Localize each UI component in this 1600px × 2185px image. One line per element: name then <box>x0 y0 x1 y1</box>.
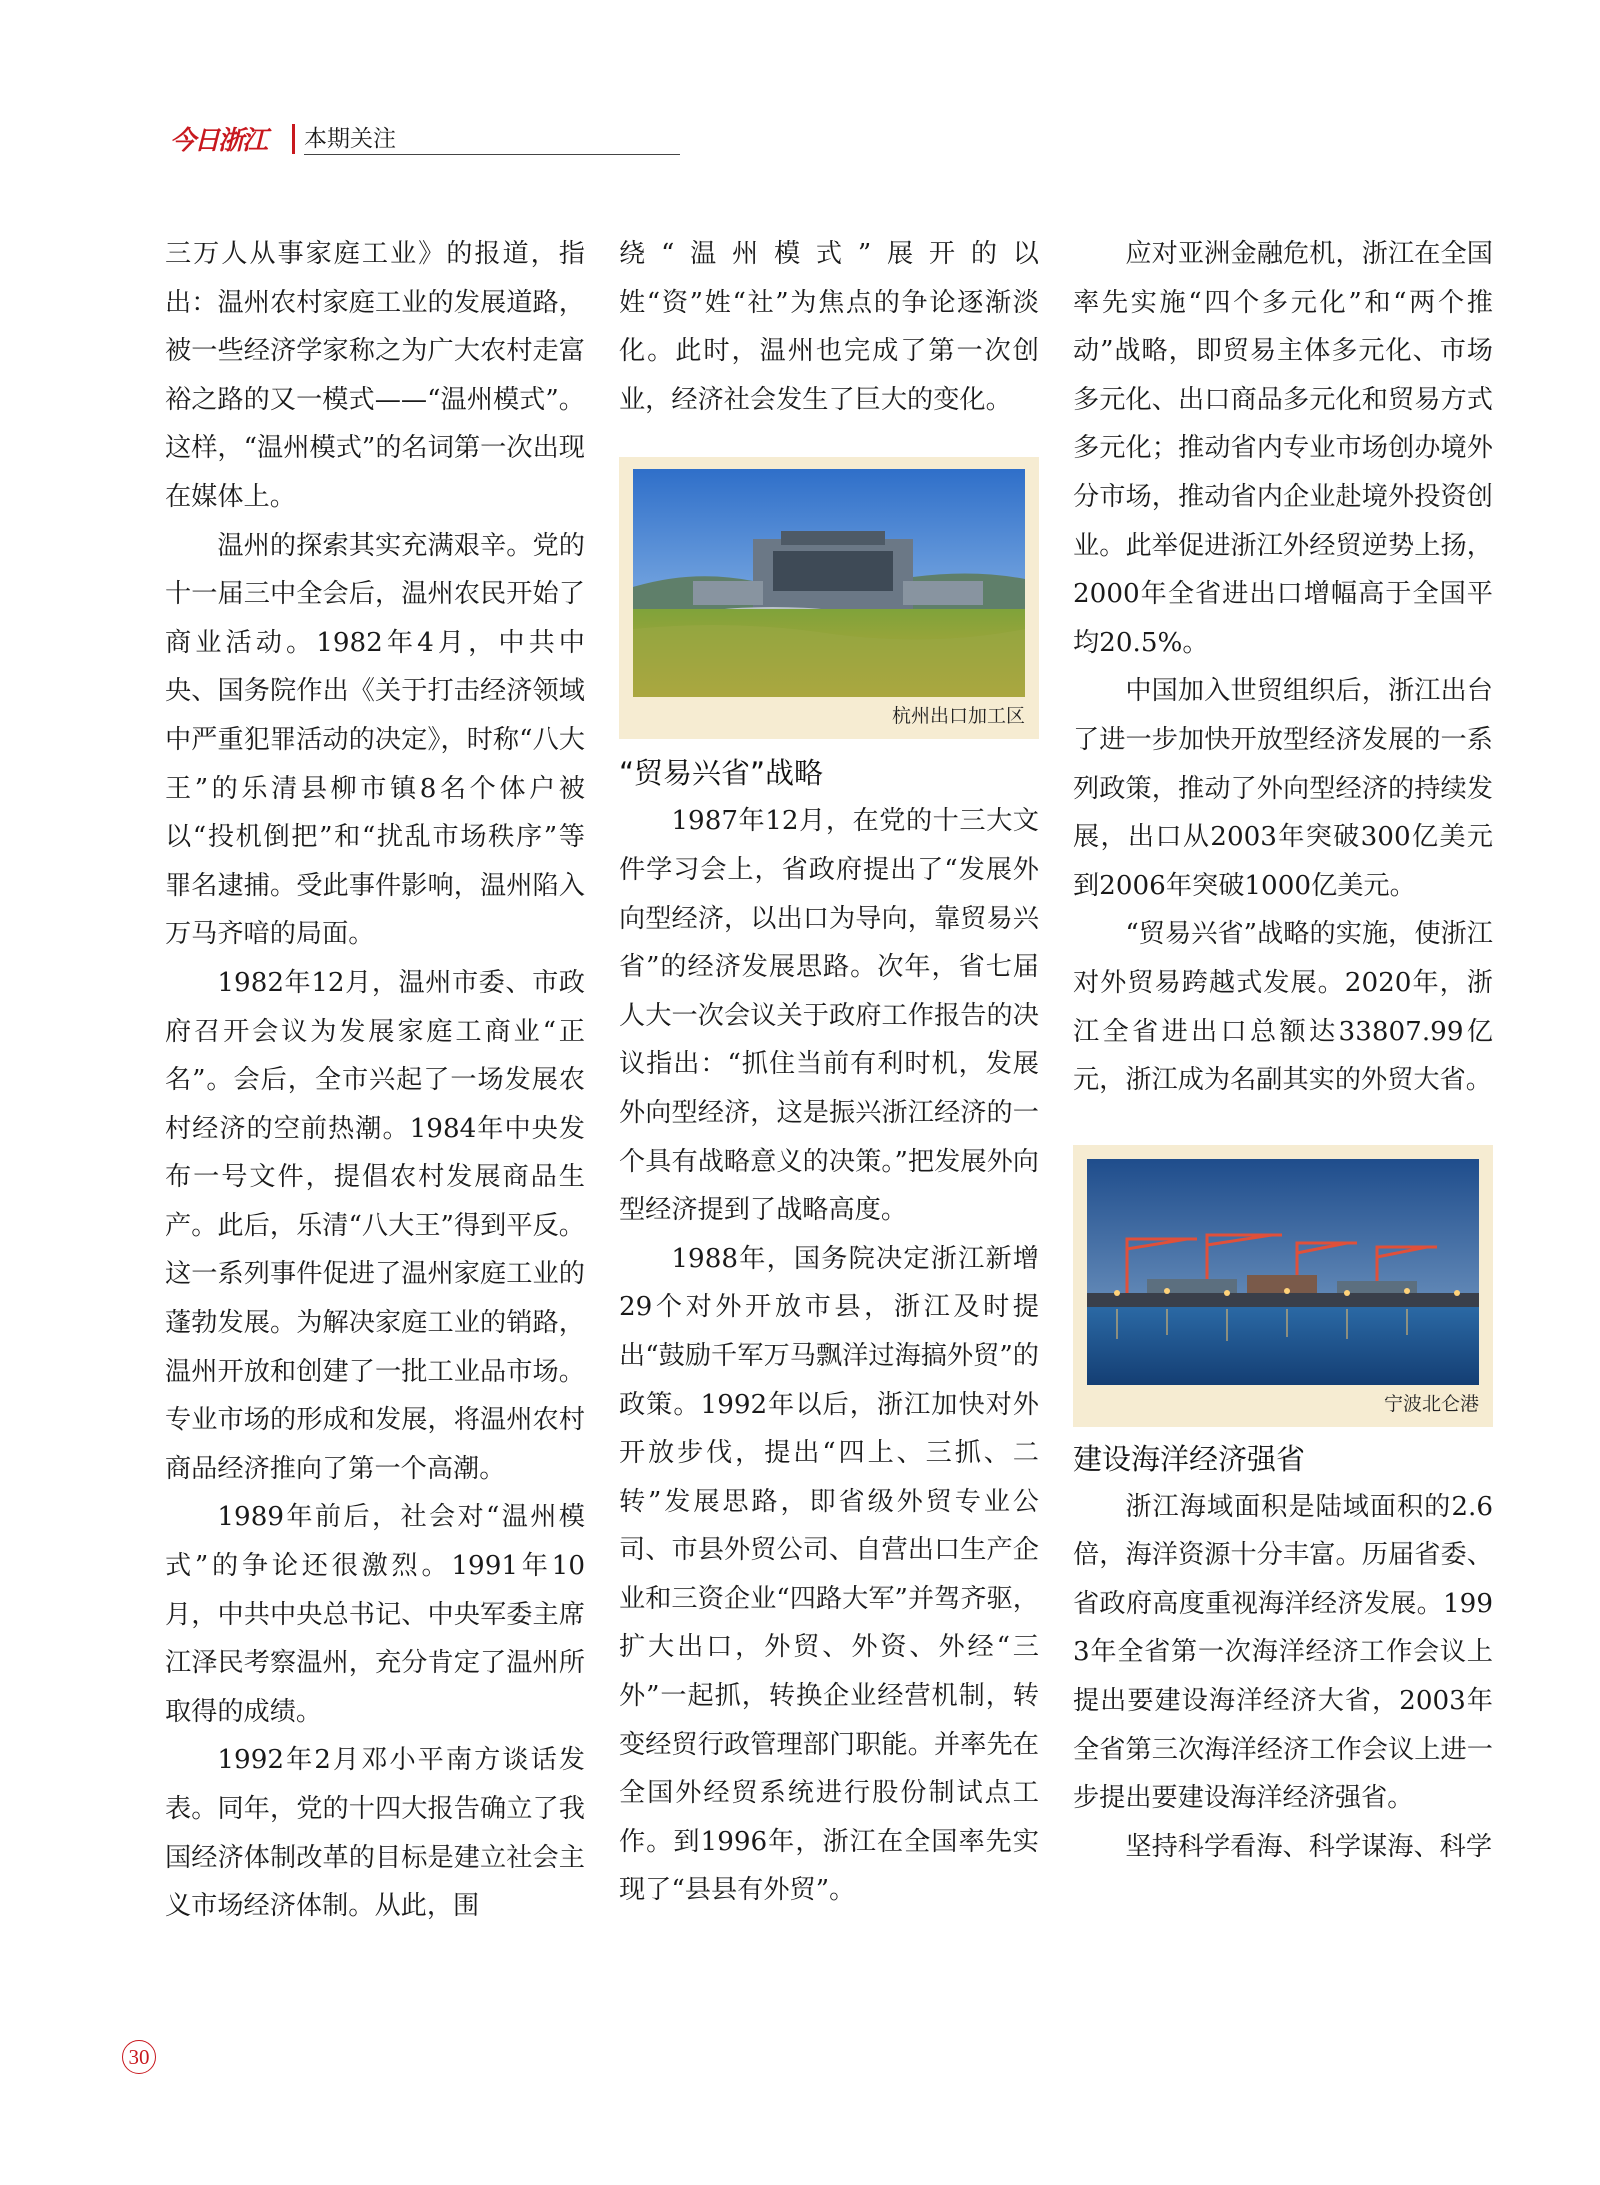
port-image <box>1087 1159 1479 1385</box>
photo-caption: 杭州出口加工区 <box>891 705 1025 728</box>
text-column-3 <box>1073 230 1493 1871</box>
hangzhou-building-image <box>633 469 1025 697</box>
paragraph: 绕“温州模式”展开的以姓“资”姓“社”为焦点的争论逐渐淡化。此时，温州也完成了第一次创业，经济社会发生了巨大的变化。 <box>619 239 1039 415</box>
port-photo-illustration <box>1087 1159 1479 1385</box>
paragraph: 温州的探索其实充满艰辛。党的十一届三中全会后，温州农民开始了商业活动。1982年4月，中共中央、国务院作出《关于打击经济领域中严重犯罪活动的决定》，时称“八大王”的乐清县柳市镇8名个体户被以“投机倒把”和“扰乱市场秩序”等罪名逮捕。受此事件影响，温州陷入万马齐喑的局面。 <box>165 530 585 950</box>
photo-hangzhou-export-zone <box>619 457 1039 739</box>
text-column-2 <box>619 230 1039 1915</box>
paragraph: 1988年，国务院决定浙江新增29个对外开放市县，浙江及时提出“鼓励千军万马飘洋过海搞外贸”的政策。1992年以后，浙江加快对外开放步伐，提出“四上、三抓、二转”发展思路，即省级外贸专业公司、市县外贸公司、自营出口生产企业和三资企业“四路大军”并驾齐驱，扩大出口，外贸、外资、外经“三外”一起抓，转换企业经营机制，转变经贸行政管理部门职能。并率先在全国外经贸系统进行股份制试点工作。到1996年，浙江在全国率先实现了“县县有外贸”。 <box>619 1243 1039 1906</box>
section-heading: “贸易兴省”战略 <box>619 756 824 791</box>
paragraph: 1989年前后，社会对“温州模式”的争论还很激烈。1991年10月，中共中央总书记、中央军委主席江泽民考察温州，充分肯定了温州所取得的成绩。 <box>165 1502 585 1727</box>
photo-caption: 宁波北仑港 <box>1383 1392 1479 1415</box>
paragraph: 浙江海域面积是陆域面积的2.6倍，海洋资源十分丰富。历届省委、省政府高度重视海洋经济发展。1993年全省第一次海洋经济工作会议上提出要建设海洋经济大省，2003年全省第三次海洋经济工作会议上进一步提出要建设海洋经济强省。 <box>1073 1491 1493 1814</box>
paragraph: 应对亚洲金融危机，浙江在全国率先实施“四个多元化”和“两个推动”战略，即贸易主体多元化、市场多元化、出口商品多元化和贸易方式多元化；推动省内专业市场创办境外分市场，推动省内企业赴境外投资创业。此举促进浙江外经贸逆势上扬，2000年全省进出口增幅高于全国平均20.5%。 <box>1073 239 1493 658</box>
paragraph: 中国加入世贸组织后，浙江出台了进一步加快开放型经济发展的一系列政策，推动了外向型经济的持续发展，出口从2003年突破300亿美元到2006年突破1000亿美元。 <box>1073 676 1493 901</box>
section-title: 本期关注 <box>304 126 396 152</box>
photo-ningbo-beilun-port <box>1073 1145 1493 1427</box>
page-number: 30 <box>122 2040 156 2074</box>
text-column-1 <box>165 230 585 1931</box>
paragraph: 1987年12月，在党的十三大文件学习会上，省政府提出了“发展外向型经济，以出口为导向，靠贸易兴省”的经济发展思路。次年，省七届人大一次会议关于政府工作报告的决议指出：“抓住当前有利时机，发展外向型经济，这是振兴浙江经济的一个具有战略意义的决策。”把发展外向型经济提到了战略高度。 <box>619 806 1039 1226</box>
header-divider <box>292 124 295 154</box>
building-photo-illustration <box>633 469 1025 697</box>
paragraph: 三万人从事家庭工业》的报道，指出：温州农村家庭工业的发展道路，被一些经济学家称之为广大农村走富裕之路的又一模式——“温州模式”。这样，“温州模式”的名词第一次出现在媒体上。 <box>165 239 585 512</box>
paragraph: 1992年2月邓小平南方谈话发表。同年，党的十四大报告确立了我国经济体制改革的目标是建立社会主义市场经济体制。从此，围 <box>165 1745 585 1922</box>
paragraph: 坚持科学看海、科学谋海、科学 <box>1125 1831 1493 1862</box>
section-heading: 建设海洋经济强省 <box>1073 1441 1306 1476</box>
header-rule <box>304 154 680 155</box>
magazine-logo: 今日浙江 <box>170 126 267 156</box>
paragraph: “贸易兴省”战略的实施，使浙江对外贸易跨越式发展。2020年，浙江全省进出口总额达33807.99亿元，浙江成为名副其实的外贸大省。 <box>1073 919 1493 1096</box>
paragraph: 1982年12月，温州市委、市政府召开会议为发展家庭工商业“正名”。会后，全市兴起了一场发展农村经济的空前热潮。1984年中央发布一号文件，提倡农村发展商品生产。此后，乐清“八大王”得到平反。这一系列事件促进了温州家庭工业的蓬勃发展。为解决家庭工业的销路，温州开放和创建了一批工业品市场。专业市场的形成和发展，将温州农村商品经济推向了第一个高潮。 <box>165 967 585 1484</box>
